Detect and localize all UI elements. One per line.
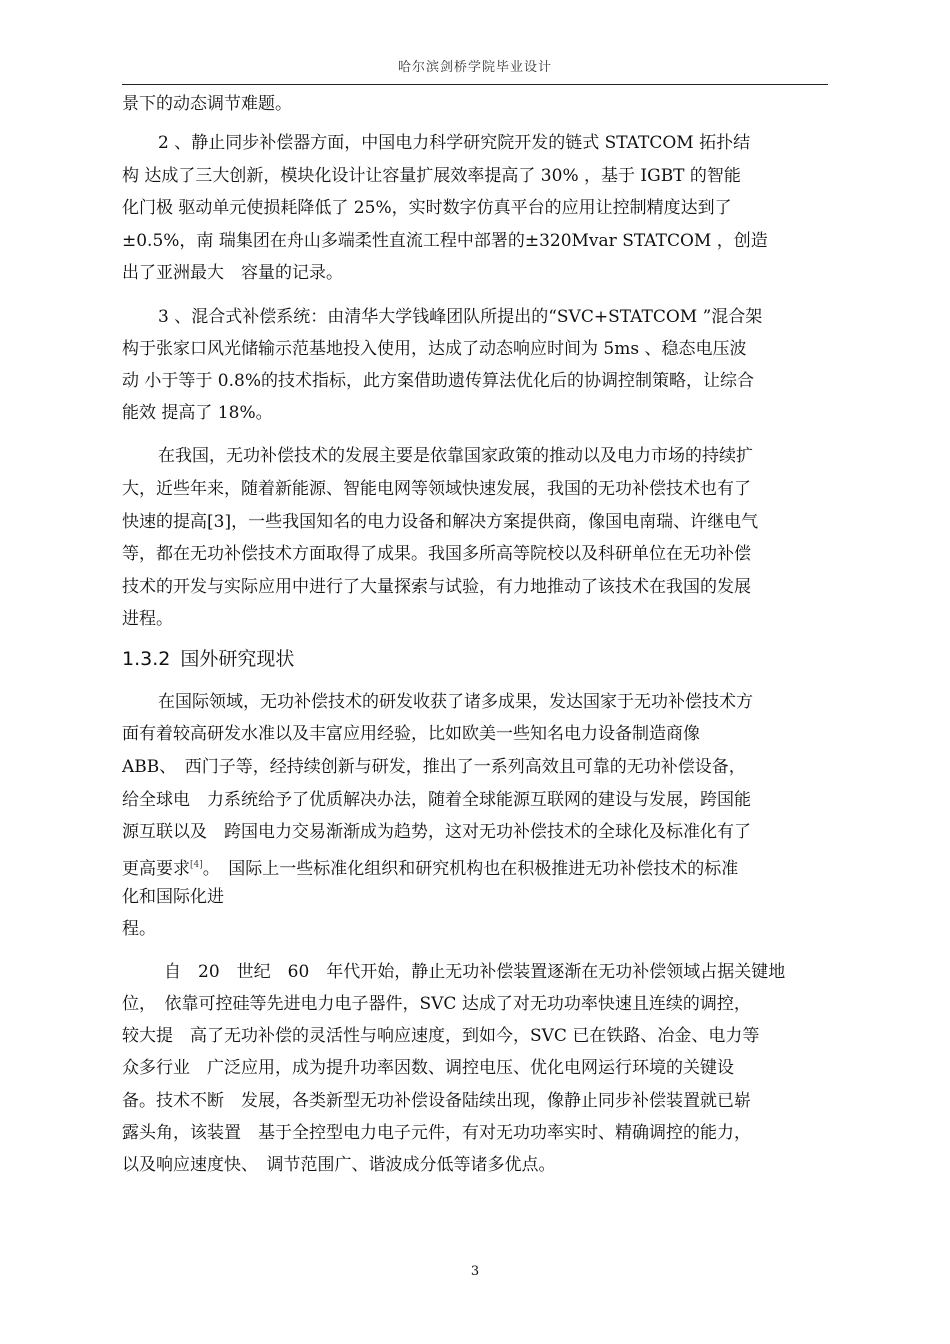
text-line: 技术的开发与实际应用中进行了大量探索与试验，有力地推动了该技术在我国的发展 <box>122 577 751 597</box>
text-line: 等，都在无功补偿技术方面取得了成果。我国多所高等院校以及科研单位在无功补偿 <box>122 544 751 564</box>
section-heading <box>122 646 294 672</box>
text-line: 构 达成了三大创新，模块化设计让容量扩展效率提高了 30% ，基于 IGBT 的智能 <box>122 166 741 186</box>
text-line: 在我国，无功补偿技术的发展主要是依靠国家政策的推动以及电力市场的持续扩 <box>158 446 753 466</box>
section-number: 1.3.2 <box>122 648 171 670</box>
text-line: 露头角，该装置 基于全控型电力电子元件，有对无功功率实时、精确调控的能力， <box>122 1123 751 1143</box>
text-line: ±0.5%，南 瑞集团在舟山多端柔性直流工程中部署的±320Mvar STATCOM ，创造 <box>122 231 768 251</box>
citation-reference: [4] <box>190 860 203 870</box>
text-line: ABB、 西门子等，经持续创新与研发，推出了一系列高效且可靠的无功补偿设备， <box>122 757 746 777</box>
text-line: 源互联以及 跨国电力交易渐渐成为趋势，这对无功补偿技术的全球化及标准化有了 <box>122 822 751 842</box>
text-line: 景下的动态调节难题。 <box>122 94 292 114</box>
text-line: 位， 依靠可控硅等先进电力电子器件，SVC 达成了对无功功率快速且连续的调控， <box>122 994 751 1014</box>
text-line: 程。 <box>122 919 156 939</box>
text-line: 在国际领域，无功补偿技术的研发收获了诸多成果，发达国家于无功补偿技术方 <box>158 692 753 712</box>
text-line: 动 小于等于 0.8%的技术指标，此方案借助遗传算法优化后的协调控制策略，让综合 <box>122 371 754 391</box>
page-number: 3 <box>470 1264 480 1279</box>
text-line: 2 、静止同步补偿器方面，中国电力科学研究院开发的链式 STATCOM 拓扑结 <box>158 133 751 153</box>
section-title: 国外研究现状 <box>180 648 295 670</box>
text-fragment: 。 国际上一些标准化组织和研究机构也在积极推进无功补偿技术的标准 <box>202 859 739 879</box>
header-rule <box>122 84 828 85</box>
text-line: 众多行业 广泛应用，成为提升功率因数、调控电压、优化电网运行环境的关键设 <box>122 1058 734 1078</box>
text-line: 3 、混合式补偿系统：由清华大学钱峰团队所提出的“SVC+STATCOM ”混合架 <box>158 307 763 327</box>
text-line: 化门极 驱动单元使损耗降低了 25%，实时数字仿真平台的应用让控制精度达到了 <box>122 198 732 218</box>
text-line: 构于张家口风光储输示范基地投入使用，达成了动态响应时间为 5ms 、稳态电压波 <box>122 339 747 359</box>
text-line <box>122 853 738 881</box>
text-line: 面有着较高研发水准以及丰富应用经验，比如欧美一些知名电力设备制造商像 <box>122 724 700 744</box>
text-line: 较大提 高了无功补偿的灵活性与响应速度，到如今，SVC 已在铁路、冶金、电力等 <box>122 1026 760 1046</box>
text-line: 快速的提高[3]，一些我国知名的电力设备和解决方案提供商，像国电南瑞、许继电气 <box>122 512 759 532</box>
text-line: 进程。 <box>122 609 173 629</box>
text-line: 大，近些年来，随着新能源、智能电网等领域快速发展，我国的无功补偿技术也有了 <box>122 479 751 499</box>
text-line: 给全球电 力系统给予了优质解决办法，随着全球能源互联网的建设与发展，跨国能 <box>122 790 751 810</box>
text-line: 以及响应速度快、 调节范围广、谐波成分低等诸多优点。 <box>122 1155 556 1175</box>
text-line: 化和国际化进 <box>122 887 224 907</box>
text-line: 能效 提高了 18%。 <box>122 403 273 423</box>
text-line: 出了亚洲最大 容量的记录。 <box>122 263 343 283</box>
text-line: 备。技术不断 发展，各类新型无功补偿设备陆续出现，像静止同步补偿装置就已崭 <box>122 1091 751 1111</box>
page-header: 哈尔滨剑桥学院毕业设计 <box>397 60 552 75</box>
text-line: 自 20 世纪 60 年代开始，静止无功补偿装置逐渐在无功补偿领域占据关键地 <box>164 962 786 982</box>
text-fragment: 更高要求 <box>122 859 190 879</box>
